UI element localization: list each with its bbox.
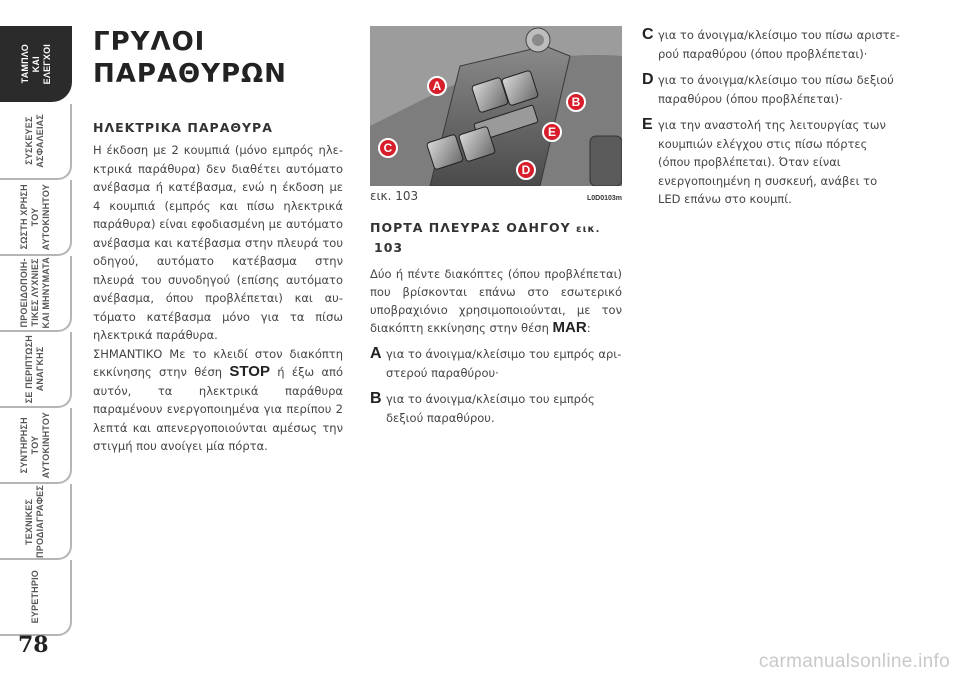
tab-label: ΣΕ ΠΕΡΙΠΤΩΣΗ ΑΝΑΓΚΗΣ (24, 334, 45, 404)
tab-label: ΤΑΜΠΛΟ ΚΑΙ ΕΛΕΓΧΟΙ (19, 43, 52, 85)
stop-keyword: STOP (229, 363, 270, 380)
item-letter: A (370, 345, 382, 362)
tab-label: ΣΥΣΚΕΥΕΣ ΑΣΦΑΛΕΙΑΣ (24, 114, 45, 168)
callout-d: D (516, 160, 536, 180)
window-switch-figure (370, 26, 622, 186)
paragraph-versions: Η έκδοση με 2 κουμπιά (μόνο εμπρός ηλεκτρικά παράθυρα) δεν διαθέτει αυτόματο ανέβασμα ή κατέβασμα, ενώ η έκδοση με 4 κουμπιά (εμπρός και πίσω ηλεκτρικά παράθυρα) είναι εφοδιασμένη με αυτόματο ανέβασμα και κατέβασμα στην πλευρά του οδηγού, αυτόματο κατέβασμα στην πλευρά του συνοδηγού (επίσης αυτόματο ανέβασμα, όπου προβλέπεται) και αυτόματο κατέβασμα μόνο για τα πίσω ηλεκτρικά παράθυρα. (93, 143, 343, 342)
figure-caption: εικ. 103 (370, 189, 419, 203)
tab-label: ΣΩΣΤΗ ΧΡΗΣΗ ΤΟΥ ΑΥΤΟΚΙΝΗΤΟΥ (18, 183, 51, 251)
list-item (370, 390, 622, 427)
column-right (642, 26, 900, 209)
item-letter: C (642, 26, 654, 43)
important-text-start: ΣΗΜΑΝΤΙΚΟ Με το κλειδί στον διακόπτη εκκίνησης στην θέση (93, 346, 343, 379)
item-letter: E (642, 116, 653, 133)
door-trim-icon (590, 136, 622, 186)
switches-text-start: Δύο ή πέντε διακόπτες (όπου προβλέπεται) που βρίσκονται επάνω στο εσωτερικό υποβραχιόνιο χρησιμοποιούνται, με τον διακόπτη εκκίνησης στην θέση (370, 267, 622, 335)
tab-index[interactable] (0, 560, 72, 636)
column-left (93, 26, 343, 456)
mar-keyword: MAR (552, 319, 587, 336)
page-title: ΓΡΥΛΟΙ ΠΑΡΑΘΥΡΩΝ (93, 27, 287, 89)
tab-warning-lights[interactable] (0, 256, 72, 332)
paragraph-important (93, 345, 343, 456)
list-item (370, 345, 622, 382)
tab-maintenance[interactable] (0, 408, 72, 484)
item-text: για το άνοιγμα/κλείσιμο του πίσω δεξιού παραθύρου (όπου προβλέπεται)· (658, 73, 894, 106)
tab-label: ΠΡΟΕΙΔΟΠΟΙΗ- ΤΙΚΕΣ ΛΥΧΝΙΕΣ ΚΑΙ ΜΗΝΥΜΑΤΑ (18, 257, 51, 329)
item-text: για την αναστολή της λειτουργίας των κουμπιών ελέγχου στις πίσω πόρτες (όπου προβλέπεται). Όταν είναι ενεργοποιημένη η συσκευή, ανάβει το LED επάνω στο κουμπί. (658, 118, 886, 206)
section-title-driver-door (370, 219, 622, 257)
item-text: για το άνοιγμα/κλείσιμο του εμπρός αριστερού παραθύρου· (386, 347, 622, 380)
section-title-electric-windows: ΗΛΕΚΤΡΙΚΑ ΠΑΡΑΘΥΡΑ (93, 120, 273, 135)
tab-emergency[interactable] (0, 332, 72, 408)
tab-safety-devices[interactable] (0, 104, 72, 180)
tab-label: ΣΥΝΤΗΡΗΣΗ ΤΟΥ ΑΥΤΟΚΙΝΗΤΟΥ (18, 411, 51, 479)
callout-e: E (542, 122, 562, 142)
callout-b: B (566, 92, 586, 112)
list-item (642, 71, 900, 108)
chapter-tab-bar (0, 0, 72, 677)
callout-c: C (378, 138, 398, 158)
tab-correct-use[interactable] (0, 180, 72, 256)
figure-code: L0D0103m (586, 195, 622, 202)
tab-label: ΤΕΧΝΙΚΕΣ ΠΡΟΔΙΑΓΡΑΦΕΣ (24, 484, 45, 558)
callout-a: A (427, 76, 447, 96)
item-letter: B (370, 390, 382, 407)
item-letter: D (642, 71, 654, 88)
tab-label: ΕΥΡΕΤΗΡΙΟ (29, 570, 40, 624)
figure-caption-row (370, 189, 622, 203)
switches-text-end: : (586, 321, 591, 335)
column-middle (370, 26, 622, 427)
tab-dashboard-controls[interactable] (0, 26, 72, 102)
figure-number: 103 (374, 240, 404, 255)
mirror-control-icon (526, 28, 550, 52)
important-text-end: ή έξω από αυτόν, τα ηλεκτρικά παράθυρα παραμένουν ενεργοποιημένα για περίπου 2 λεπτά και απενεργοποιούνται αμέσως την στιγμή που ανοίγει μία πόρτα. (93, 365, 343, 453)
paragraph-switches (370, 265, 622, 337)
list-item (642, 26, 900, 63)
tab-technical-specs[interactable] (0, 484, 72, 560)
section-title-text: ΠΟΡΤΑ ΠΛΕΥΡΑΣ ΟΔΗΓΟΥ (370, 220, 571, 235)
watermark-text: carmanualsonline.info (758, 651, 950, 672)
list-item (642, 116, 900, 209)
item-text: για το άνοιγμα/κλείσιμο του εμπρός δεξιού παραθύρου. (386, 392, 595, 425)
item-text: για το άνοιγμα/κλείσιμο του πίσω αριστερού παραθύρου (όπου προβλέπεται)· (658, 28, 900, 61)
page-number: 78 (18, 632, 49, 658)
figure-reference: εικ. (576, 224, 601, 235)
